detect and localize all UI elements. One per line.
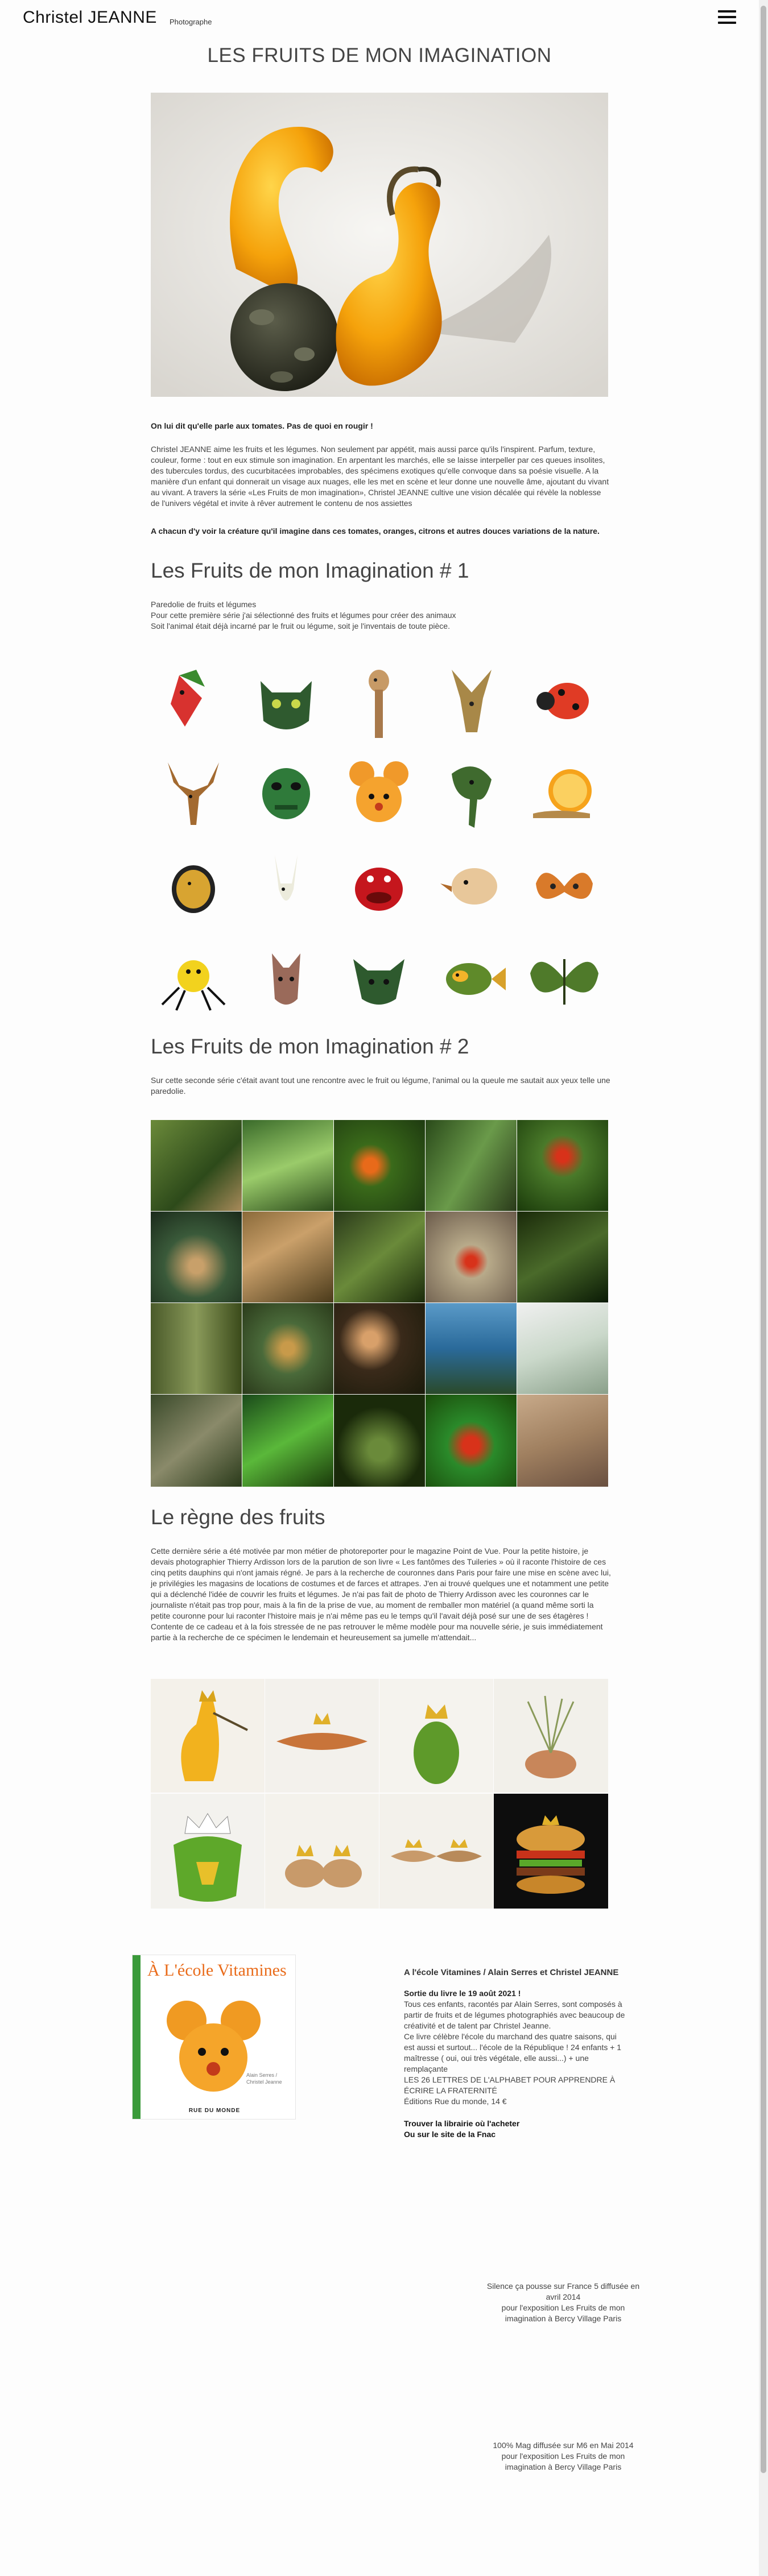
gallery-item-ginger-donkey[interactable] (429, 658, 514, 744)
caption-m6-line1: 100% Mag diffusée sur M6 en Mai 2014 (493, 2441, 634, 2450)
section2-body: Sur cette seconde série c'était avant tout une rencontre avec le fruit ou légume, l'animal ou la queule me sautait aux yeux telle une paredolie. (151, 1076, 610, 1096)
gallery-crown-5[interactable] (151, 1794, 265, 1909)
gallery-photo-7[interactable] (242, 1212, 333, 1302)
book-cover-ecole-vitamines[interactable] (132, 1955, 296, 2119)
hero-image-gourds (151, 93, 608, 397)
gallery-photo-11[interactable] (151, 1303, 242, 1394)
gallery-photo-8[interactable] (334, 1212, 425, 1302)
book-paragraph-3: LES 26 LETTRES DE L'ALPHABET POUR APPRENDRE À ÉCRIRE LA FRATERNITÉ (404, 2075, 616, 2095)
gallery-item-strawberry-bird[interactable] (151, 658, 236, 744)
gallery-item-potato-bird[interactable] (429, 844, 514, 929)
site-subtitle: Photographe (170, 18, 212, 26)
caption-m6-line2: pour l'exposition Les Fruits de mon (501, 2451, 625, 2461)
gallery-item-root-figure[interactable] (336, 658, 422, 744)
page-scrollbar[interactable] (759, 0, 768, 2576)
book-heading: A l'école Vitamines / Alain Serres et Christel JEANNE (404, 1968, 619, 1977)
gallery-crown-6[interactable] (265, 1794, 379, 1909)
gallery-item-hedgehog[interactable] (151, 844, 236, 929)
book-paragraph-4: Éditions Rue du monde, 14 € (404, 2097, 507, 2106)
section1-line3: Soit l'animal était déjà incarné par le fruit ou légume, soit je l'inventais de toute pièce. (151, 621, 450, 630)
gallery-photo-13[interactable] (334, 1303, 425, 1394)
intro-lead: On lui dit qu'elle parle aux tomates. Pas de quoi en rougir ! (151, 421, 373, 430)
gallery-item-green-mask[interactable] (243, 751, 329, 836)
gallery-item-cat-head[interactable] (243, 658, 329, 744)
book-cover-authors: Alain Serres / Christel Jeanne (246, 2072, 282, 2085)
caption-france5-line4: imagination à Bercy Village Paris (505, 2314, 622, 2323)
caption-m6-line3: imagination à Bercy Village Paris (505, 2462, 622, 2471)
book-release: Sortie du livre le 19 août 2021 ! (404, 1989, 521, 1998)
crowned-fruits-gallery (151, 1679, 608, 1909)
book-spine-stripe (133, 1955, 141, 2119)
gallery-item-elephant-leaf[interactable] (429, 751, 514, 836)
caption-france5-line3: pour l'exposition Les Fruits de mon (501, 2303, 625, 2312)
gallery-crown-2[interactable] (265, 1679, 379, 1793)
gallery-item-papaya-butterfly[interactable] (522, 844, 607, 929)
section3-body: Cette dernière série a été motivée par mon métier de photoreporter pour le magazine Point de Vue. Pour la petite histoire, je devais photographier Thierry Ardisson lors de la parution de son livre « Les fantômes des Tuileries » où il raconte l'histoire de ces cinq petits dauphins qui n'ont jamais régné. Je pars à la recherche de couronnes dans Paris pour faire une mise en scène avec lui, je privilégies les magasins de locations de costumes et de farces et attrapes. J'en ai trouvé quelques une et notamment une petite qui a déclenché l'idée de couvrir les fruits et légumes. Je n'ai pas fait de photo de Thierry Ardisson avec les couronnes car le journaliste n'était pas trop pour, mais à la fin de la prise de vue, au moment de remballer mon matériel (a quand même sorti la petite couronne pour lui raconter l'histoire mais je n'ai même pas eu le temps qu'il l'avait déjà posé sur une de ses étagères ! Contente de ce cadeau et à la fois stressée de ne pas retrouver le même modèle pour ma nouvelle série, je suis immédiatement partie à la recherche de ce spécimen le lendemain et heureusement sa jumelle m'attendait... (151, 1546, 611, 1642)
gallery-photo-15[interactable] (517, 1303, 608, 1394)
gallery-item-leaf-butterfly[interactable] (522, 936, 607, 1022)
gallery-item-mushroom-dog[interactable] (243, 936, 329, 1022)
gallery-item-white-rabbit[interactable] (243, 844, 329, 929)
gallery-item-red-pepper-face[interactable] (336, 844, 422, 929)
gallery-item-lemon-spider[interactable] (151, 936, 236, 1022)
book-cover-publisher: RUE DU MONDE (188, 2108, 241, 2114)
gallery-photo-9[interactable] (426, 1212, 517, 1302)
gallery-crown-3[interactable] (379, 1679, 493, 1793)
gallery-photo-1[interactable] (151, 1120, 242, 1211)
site-name-link[interactable]: Christel JEANNE (23, 8, 157, 27)
gallery-item-fish-pepper[interactable] (429, 936, 514, 1022)
gallery-item-green-bull[interactable] (336, 936, 422, 1022)
fnac-link[interactable]: Ou sur le site de la Fnac (404, 2130, 496, 2139)
intro-body: Christel JEANNE aime les fruits et les légumes. Non seulement par appétit, mais aussi parce qu'ils l'inspirent. Parfum, texture, couleur, forme : tout en eux stimule son imagination. En arpentant les marchés, elle se laisse interpeller par ces queues insolites, des tubercules tordus, des cucurbitacées improbables, des spécimens exotiques qu'elle convoque dans sa poésie visuelle. A la manière d'un enfant qui donnerait un visage aux nuages, elle les met en scène et leur donne une nouvelle âme, ajoutant du vivant au vivant. A travers la série «Les Fruits de mon imagination», Christel JEANNE cultive une vision décalée qui révèle la noblesse de l'univers végétal et invite à rêver autrement le contenu de nos assiettes (151, 445, 609, 508)
caption-france5 (455, 2281, 671, 2324)
book-paragraph-1: Tous ces enfants, racontés par Alain Serres, sont composés à partir de fruits et de légumes photographiés avec beaucoup de créativité et de talent par Christel Jeanne. (404, 2000, 625, 2030)
book-info (404, 1967, 626, 2140)
gallery-photo-12[interactable] (242, 1303, 333, 1394)
gallery-photo-2[interactable] (242, 1120, 333, 1211)
gallery-photo-14[interactable] (426, 1303, 517, 1394)
gallery-photo-4[interactable] (426, 1120, 517, 1211)
gallery-crown-8[interactable] (494, 1794, 608, 1909)
caption-france5-line1: Silence ça pousse sur France 5 diffusée en (486, 2282, 640, 2291)
gallery-crown-7[interactable] (379, 1794, 493, 1909)
gallery-crown-4[interactable] (494, 1679, 608, 1793)
section-title-regne: Le règne des fruits (151, 1505, 325, 1529)
caption-france5-line2: avril 2014 (546, 2292, 581, 2301)
gallery-photo-6[interactable] (151, 1212, 242, 1302)
scrollbar-thumb[interactable] (761, 6, 766, 2473)
gallery-photo-18[interactable] (334, 1395, 425, 1487)
section-title-fruits-2: Les Fruits de mon Imagination # 2 (151, 1035, 469, 1058)
gallery-item-orange-snail[interactable] (522, 751, 607, 836)
gallery-photo-10[interactable] (517, 1212, 608, 1302)
gallery-item-ladybug-tomato[interactable] (522, 658, 607, 744)
book-paragraph-2: Ce livre célèbre l'école du marchand des quatre saisons, qui est aussi et surtout... l'école de la République ! 24 enfants + 1 maîtresse ( oui, oui très végétale, elle aussi...) + une remplaçante (404, 2032, 622, 2073)
book-cover-title: À L'école Vitamines (147, 1961, 287, 1980)
page-title: LES FRUITS DE MON IMAGINATION (207, 44, 552, 67)
nature-photos-gallery (151, 1120, 608, 1487)
gallery-photo-19[interactable] (426, 1395, 517, 1487)
fruit-animals-gallery (151, 658, 608, 1028)
gallery-item-ginger-deer[interactable] (151, 751, 236, 836)
section1-line1: Paredolie de fruits et légumes (151, 600, 257, 609)
gallery-photo-16[interactable] (151, 1395, 242, 1487)
gallery-photo-20[interactable] (517, 1395, 608, 1487)
site-header (0, 0, 768, 40)
gallery-crown-1[interactable] (151, 1679, 265, 1793)
gallery-photo-3[interactable] (334, 1120, 425, 1211)
intro-closing: A chacun d'y voir la créature qu'il imagine dans ces tomates, oranges, citrons et autres douces variations de la nature. (151, 526, 600, 536)
section-title-fruits-1: Les Fruits de mon Imagination # 1 (151, 559, 469, 582)
gourds-illustration (151, 93, 608, 397)
caption-m6 (455, 2440, 671, 2473)
find-bookstore-link[interactable]: Trouver la librairie où l'acheter (404, 2119, 520, 2128)
gallery-photo-17[interactable] (242, 1395, 333, 1487)
gallery-item-orange-mouse[interactable] (336, 751, 422, 836)
section1-line2: Pour cette première série j'ai sélectionné des fruits et légumes pour créer des animaux (151, 611, 456, 620)
hamburger-icon[interactable] (718, 7, 736, 27)
gallery-photo-5[interactable] (517, 1120, 608, 1211)
